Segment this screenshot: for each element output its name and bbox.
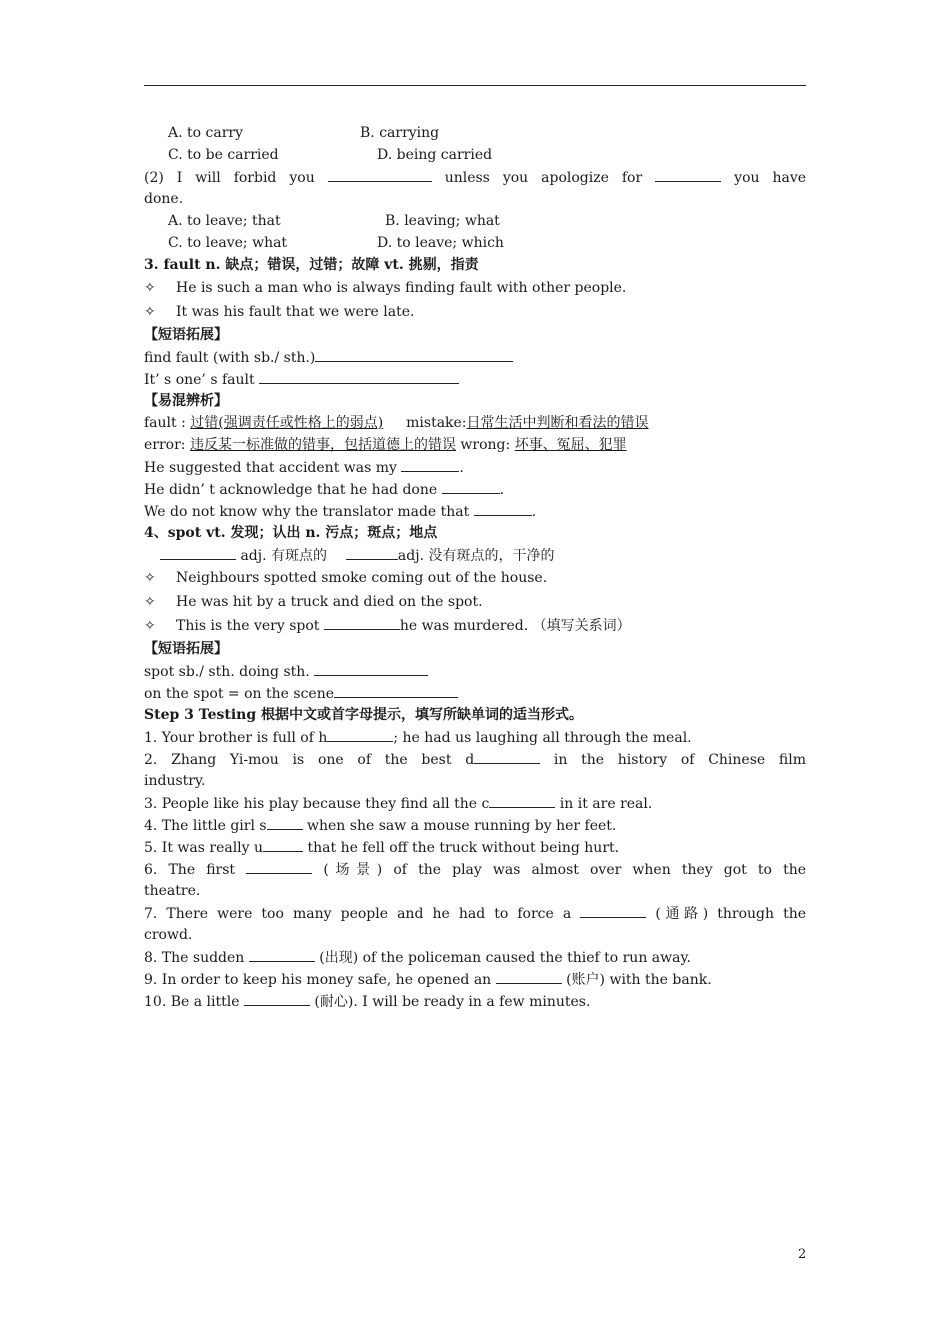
answer-blank <box>334 682 458 698</box>
fault-sentence-1: He suggested that accident was my . <box>144 456 806 478</box>
fault-heading: 3. fault n. 缺点；错误，过错；故障 vt. 挑剔，指责 <box>144 257 479 273</box>
answer-blank <box>244 990 310 1006</box>
answer-blank <box>489 792 555 808</box>
answer-blank <box>496 968 562 984</box>
q2-stem: (2) I will forbid you unless you apologize for you have <box>144 166 806 188</box>
confuse-row-1: fault : 过错(强调责任或性格上的弱点) mistake:日常生活中判断和看法的错误 <box>144 415 649 431</box>
fault-sentence-2: He didn’ t acknowledge that he had done . <box>144 478 806 500</box>
q1-options-row1 <box>144 122 806 144</box>
answer-blank <box>655 166 721 182</box>
confuse-heading: 【易混辨析】 <box>144 393 228 409</box>
star-icon: ✧ <box>144 304 156 320</box>
test-item-4: 4. The little girl s when she saw a mouse running by her feet. <box>144 814 806 836</box>
answer-blank <box>267 814 303 830</box>
star-icon: ✧ <box>144 594 156 610</box>
answer-blank <box>327 726 393 742</box>
q2-stem-continued: done. <box>144 191 184 207</box>
answer-blank <box>314 660 428 676</box>
answer-blank <box>315 346 513 362</box>
star-icon: ✧ <box>144 618 156 634</box>
test-item-5: 5. It was really u that he fell off the truck without being hurt. <box>144 836 806 858</box>
answer-blank <box>346 544 398 560</box>
q2-options-row1: A. to leave; that B. leaving; what <box>168 213 500 229</box>
spot-example-3: ✧ This is the very spot he was murdered. （填写关系词） <box>144 614 806 638</box>
option-c: C. to be carried <box>168 147 279 163</box>
answer-blank <box>246 858 312 874</box>
answer-blank <box>401 456 459 472</box>
test-item-8: 8. The sudden (出现) of the policeman caused the thief to run away. <box>144 946 806 968</box>
confuse-row-2: error: 违反某一标准做的错事，包括道德上的错误 wrong: 坏事、冤屈、犯罪 <box>144 437 627 453</box>
answer-blank <box>249 946 315 962</box>
page-number: 2 <box>798 1247 807 1262</box>
star-icon: ✧ <box>144 280 156 296</box>
spot-phrase-1: spot sb./ sth. doing sth. <box>144 660 806 682</box>
answer-blank <box>263 836 303 852</box>
option-b: B. carrying <box>360 125 440 141</box>
test-item-9: 9. In order to keep his money safe, he opened an (账户) with the bank. <box>144 968 806 990</box>
spot-example-2: ✧ He was hit by a truck and died on the spot. <box>144 590 806 614</box>
fault-phrase-2: It’ s one’ s fault <box>144 368 806 390</box>
test-item-7: 7. There were too many people and he had to force a (通路) through the <box>144 902 806 924</box>
fault-example-2: ✧ It was his fault that we were late. <box>144 300 806 324</box>
phrase-heading: 【短语拓展】 <box>144 641 228 657</box>
answer-blank <box>442 478 500 494</box>
spot-phrase-2: on the spot = on the scene <box>144 682 806 704</box>
option-d: D. being carried <box>377 147 493 163</box>
answer-blank <box>324 614 400 630</box>
option-a: A. to carry <box>168 125 243 141</box>
fault-sentence-3: We do not know why the translator made that . <box>144 500 806 522</box>
test-item-2-continued: industry. <box>144 773 206 789</box>
q2-options-row2: C. to leave; what D. to leave; which <box>168 235 504 251</box>
test-item-6-continued: theatre. <box>144 883 201 899</box>
phrase-heading: 【短语拓展】 <box>144 327 228 343</box>
test-item-1: 1. Your brother is full of h ; he had us laughing all through the meal. <box>144 726 806 748</box>
test-item-10: 10. Be a little (耐心). I will be ready in a few minutes. <box>144 990 806 1012</box>
q1-options-row2 <box>144 144 806 166</box>
header-rule <box>144 85 806 86</box>
test-item-3: 3. People like his play because they find all the c in it are real. <box>144 792 806 814</box>
answer-blank <box>474 500 532 516</box>
answer-blank <box>328 166 432 182</box>
answer-blank <box>259 368 459 384</box>
test-item-2: 2. Zhang Yi-mou is one of the best d in the history of Chinese film <box>144 748 806 770</box>
step3-heading: Step 3 Testing 根据中文或首字母提示，填写所缺单词的适当形式。 <box>144 707 583 723</box>
spot-example-1: ✧ Neighbours spotted smoke coming out of the house. <box>144 566 806 590</box>
test-item-6: 6. The first (场景) of the play was almost over when they got to the <box>144 858 806 880</box>
spot-adjectives: adj. 有斑点的 adj. 没有斑点的，干净的 <box>144 544 806 566</box>
answer-blank <box>160 544 236 560</box>
star-icon: ✧ <box>144 570 156 586</box>
fault-example-1: ✧ He is such a man who is always finding fault with other people. <box>144 276 806 300</box>
spot-heading: 4、spot vt. 发现；认出 n. 污点；斑点；地点 <box>144 525 438 541</box>
answer-blank <box>580 902 646 918</box>
test-item-7-continued: crowd. <box>144 927 193 943</box>
fault-phrase-1: find fault (with sb./ sth.) <box>144 346 806 368</box>
document-body <box>144 122 806 1012</box>
answer-blank <box>474 748 540 764</box>
